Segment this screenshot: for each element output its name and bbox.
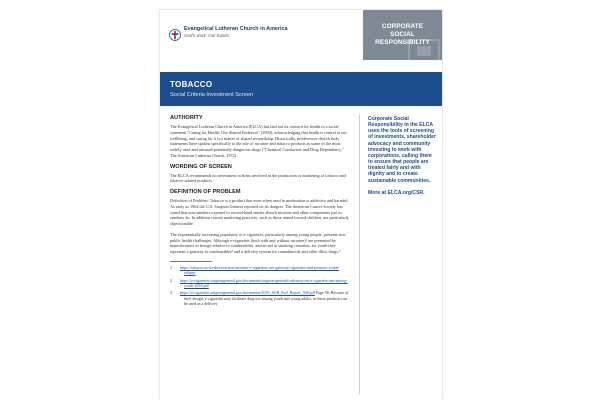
footnote-1 [170, 265, 350, 276]
page-subtitle: Social Criteria Investment Screen [170, 92, 254, 98]
authority-paragraph: The Evangelical Lutheran Church in America (ELCA) has laid out its concern for health in a social statement "Caring for Health: Our Shared Endeavor" (2003), acknowledging that health is central to our wellbeing, and caring for it is a matter of shared stewardship. Historically, predecessor church body statements have spoken specifically to the role of nicotine and tobacco products as some of the most widely used and misused potentially dangerous drugs ("Chemical Comforters and Drug Dependency," The American Lutheran Church, 1972). [170, 124, 347, 158]
csr-watermark-icon [405, 36, 442, 64]
definition-paragraph-2: The exponentially increasing popularity of e-cigarettes, particularly among young people, presents new public health challenges. Although e-cigarettes (both with and without nicotine)¹ are presented by manufacturers as benign relative to combustibles, and an aid in smoking cessation, for youth they represent a gateway to combustibles² and a delivery system for cannabinoids and other illicit drugs.³ [170, 231, 346, 254]
definition-paragraph-1: Definition of Problem: Tobacco is a product that even when used in moderation is addictive and harmful. As early as 1964 the U.S. Surgeon General reported on its dangers. The American Cancer Society has stated that non-smokers exposed to second-hand smoke absorb nicotine and other components just as smokers do. In addition certain marketing practices, such as those aimed toward children, are particularly objectionable. [170, 198, 350, 226]
wording-paragraph: The ELCA recommends no investment in firms involved in the production or marketing of tobacco and tobacco-related products. [170, 172, 346, 184]
org-name: Evangelical Lutheran Church in America [184, 26, 288, 32]
footnote-number: 2 [170, 277, 172, 283]
main-column [170, 111, 350, 309]
elca-cross-icon [169, 29, 181, 41]
csr-badge [363, 10, 442, 60]
document-header [160, 10, 442, 60]
csr-line-1: CORPORATE [381, 23, 424, 30]
column-divider [359, 114, 360, 394]
footnote-link[interactable]: https://e-cigarettes.surgeongeneral.gov/documents/2016_SGR_Full_Report_508.pdf [180, 290, 315, 296]
section-heading-authority: AUTHORITY [170, 115, 203, 121]
footnote-number: 1 [170, 264, 172, 270]
title-band [160, 72, 442, 106]
footnote-divider [170, 261, 212, 262]
section-heading-definition: DEFINITION OF PROBLEM [170, 189, 241, 195]
csr-line-2: SOCIAL [390, 31, 415, 38]
section-heading-wording: WORDING OF SCREEN [170, 163, 232, 170]
footnote-2 [170, 278, 350, 289]
page-title: TOBACCO [170, 80, 213, 89]
footnote-3 [170, 290, 350, 306]
footnote-link[interactable]: https://e-cigarettes.surgeongeneral.gov/documents/surgeon-generals-advisory-on-e-cigarette-use-among-youth-2018.pdf [180, 277, 348, 288]
csr-line-3: RESPONSIBILITY [375, 39, 430, 46]
sidebar-more-link[interactable]: More at ELCA.org/CSR. [368, 189, 425, 196]
sidebar [368, 116, 436, 196]
footnote-link[interactable]: https://tobacco.ucsf.edu/even-non-nicotine-e-cigarettes-are-gateway-cigarettes-and-promote-youth-relapse [180, 264, 340, 276]
sidebar-description: Corporate Social Responsibility in the ELCA uses the tools of screening of investments, shareholder advocacy and community investing to work with corporations, calling them to ensure that people are treated fairly and with dignity and to create sustainable communities. [368, 116, 436, 184]
org-tagline: God's work. Our hands. [184, 33, 230, 38]
footnote-number: 3 [170, 290, 172, 296]
footnote-text: Page 58: Because of their design, e-cigarettes may facilitate drug use among youth and young adults, as these products can be used as a delivery [184, 290, 349, 307]
document-page [160, 10, 442, 400]
